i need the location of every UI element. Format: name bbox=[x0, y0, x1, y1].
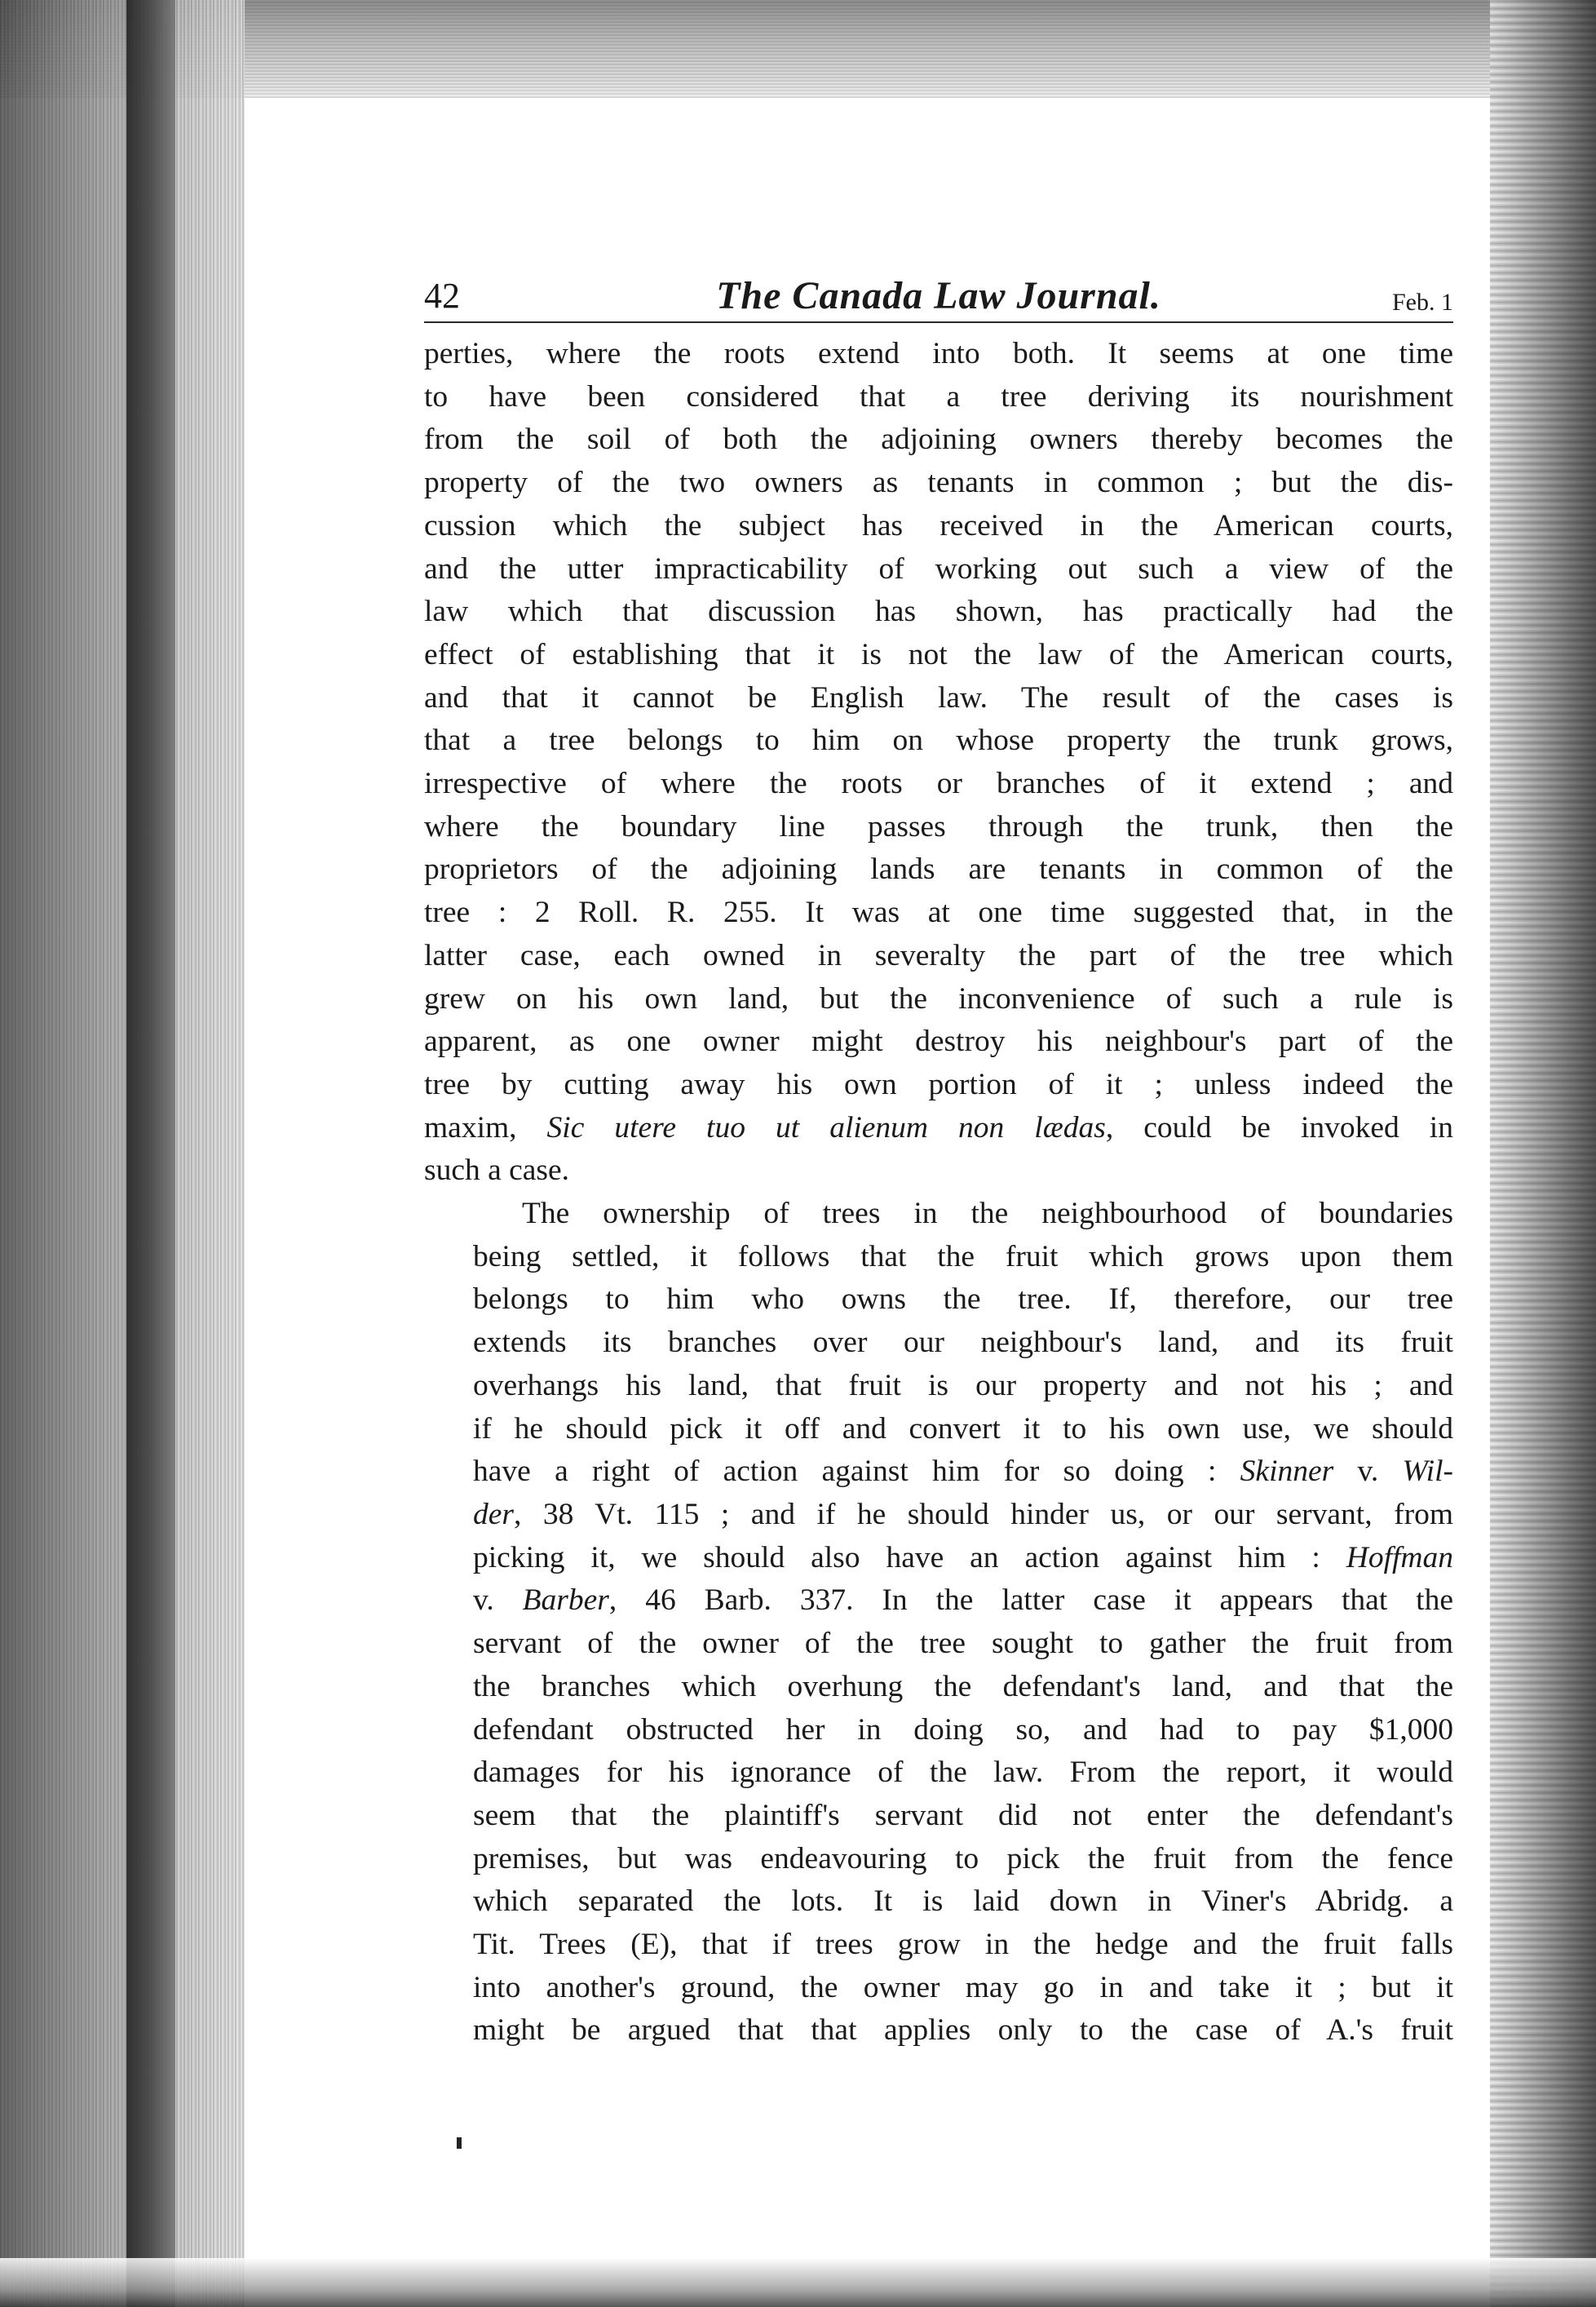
text-line: tree : 2 Roll. R. 255. It was at one time suggested that, in the bbox=[424, 896, 1453, 930]
book-gutter bbox=[126, 0, 175, 2307]
page-number: 42 bbox=[424, 276, 460, 316]
text-line: servant of the owner of the tree sought to gather the fruit from bbox=[473, 1627, 1453, 1661]
scan-shadow-left bbox=[0, 0, 245, 2307]
text-line: v. Barber, 46 Barb. 337. In the latter case it appears that the bbox=[473, 1583, 1453, 1618]
text-line: tree by cutting away his own portion of it ; unless indeed the bbox=[424, 1067, 1453, 1101]
text-line: where the boundary line passes through the trunk, then the bbox=[424, 809, 1453, 844]
text-line: and the utter impracticability of working out such a view of the bbox=[424, 551, 1453, 586]
text-line: cussion which the subject has received in the American courts, bbox=[424, 508, 1453, 542]
running-head bbox=[424, 269, 1453, 323]
text-line: effect of establishing that it is not the law of the American courts, bbox=[424, 637, 1453, 671]
text-line: premises, but was endeavouring to pick the fruit from the fence bbox=[473, 1841, 1453, 1875]
text-line: and that it cannot be English law. The result of the cases is bbox=[424, 680, 1453, 715]
text-line: might be argued that that applies only to the case of A.'s fruit bbox=[473, 2013, 1453, 2048]
text-line: property of the two owners as tenants in common ; but the dis- bbox=[424, 466, 1453, 500]
text-line: grew on his own land, but the inconvenience of such a rule is bbox=[424, 981, 1453, 1016]
text-line: apparent, as one owner might destroy his neighbour's part of the bbox=[424, 1025, 1453, 1059]
text-line: Tit. Trees (E), that if trees grow in the hedge and the fruit falls bbox=[473, 1928, 1453, 1962]
text-line: perties, where the roots extend into both. It seems at one time bbox=[424, 337, 1453, 370]
text-line: being settled, it follows that the fruit which grows upon them bbox=[473, 1239, 1453, 1273]
text-line: such a case. bbox=[424, 1154, 570, 1188]
text-line: from the soil of both the adjoining owners thereby becomes the bbox=[424, 423, 1453, 457]
journal-page bbox=[424, 269, 1453, 2052]
text-line: which separated the lots. It is laid down in Viner's Abridg. a bbox=[473, 1884, 1453, 1919]
paragraph-1 bbox=[424, 333, 1453, 1193]
scan-shadow-right bbox=[1490, 0, 1596, 2307]
text-line: to have been considered that a tree deriving its nourishment bbox=[424, 379, 1453, 414]
text-line: proprietors of the adjoining lands are tenants in common of the bbox=[424, 852, 1453, 887]
text-line: The ownership of trees in the neighbourhood of boundaries bbox=[522, 1197, 1453, 1231]
scan-shadow-bottom bbox=[0, 2258, 1596, 2307]
text-line: overhangs his land, that fruit is our property and not his ; and bbox=[473, 1368, 1453, 1402]
text-line: law which that discussion has shown, has practically had the bbox=[424, 595, 1453, 629]
text-line: damages for his ignorance of the law. From the report, it would bbox=[473, 1756, 1453, 1790]
text-line: seem that the plaintiff's servant did not enter the defendant's bbox=[473, 1798, 1453, 1832]
issue-date: Feb. 1 bbox=[1392, 289, 1453, 316]
text-line: if he should pick it off and convert it to his own use, we should bbox=[473, 1411, 1453, 1446]
article-body bbox=[424, 333, 1453, 2052]
text-line: extends its branches over our neighbour's land, and its fruit bbox=[473, 1326, 1453, 1360]
text-line: that a tree belongs to him on whose property the trunk grows, bbox=[424, 724, 1453, 758]
text-line: maxim, Sic utere tuo ut alienum non lædas, could be invoked in bbox=[424, 1110, 1453, 1145]
text-line: der, 38 Vt. 115 ; and if he should hinder us, or our servant, from bbox=[473, 1497, 1453, 1531]
journal-title: The Canada Law Journal. bbox=[716, 274, 1161, 317]
print-mark bbox=[457, 2137, 462, 2149]
text-line: defendant obstructed her in doing so, and had to pay $1,000 bbox=[473, 1712, 1453, 1747]
paragraph-2 bbox=[424, 1193, 1453, 2052]
text-line: have a right of action against him for so doing : Skinner v. Wil- bbox=[473, 1455, 1453, 1489]
text-line: latter case, each owned in severalty the part of the tree which bbox=[424, 938, 1453, 972]
text-line: belongs to him who owns the tree. If, therefore, our tree bbox=[473, 1282, 1453, 1317]
text-line: the branches which overhung the defendant's land, and that the bbox=[473, 1669, 1453, 1703]
text-line: irrespective of where the roots or branches of it extend ; and bbox=[424, 767, 1453, 801]
text-line: into another's ground, the owner may go in and take it ; but it bbox=[473, 1970, 1453, 2004]
text-line: picking it, we should also have an action against him : Hoffman bbox=[473, 1540, 1453, 1574]
